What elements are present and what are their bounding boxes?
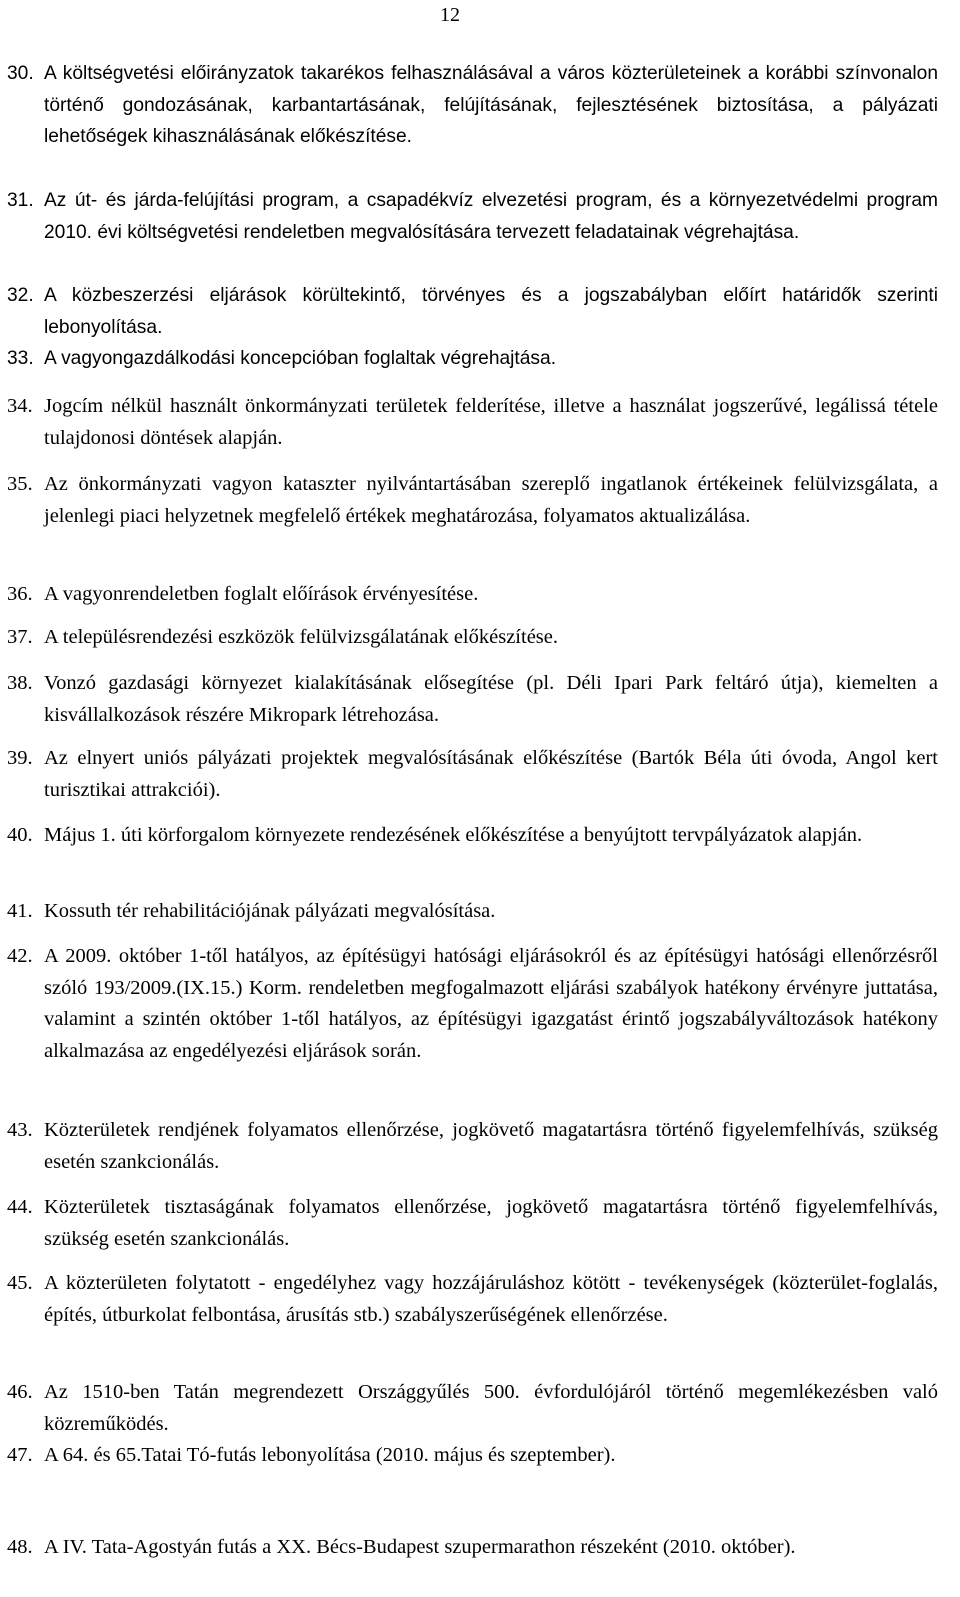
list-item-43 bbox=[7, 1115, 938, 1178]
item-number: 38. bbox=[7, 672, 33, 694]
list-item-40 bbox=[7, 820, 938, 852]
item-text: Május 1. úti körforgalom környezete rendezésének előkészítése a benyújtott tervpályázatok alapján. bbox=[44, 824, 863, 846]
list-item-47 bbox=[7, 1440, 938, 1472]
list-item-42 bbox=[7, 941, 938, 1067]
item-number: 43. bbox=[7, 1119, 33, 1141]
list-item-35 bbox=[7, 469, 938, 532]
item-text: Közterületek rendjének folyamatos ellenőrzése, jogkövető magatartásra történő figyelemfelhívás, szükség esetén szankcionálás. bbox=[44, 1119, 938, 1173]
list-item-37 bbox=[7, 622, 938, 654]
item-text: A vagyonrendeletben foglalt előírások érvényesítése. bbox=[44, 583, 479, 605]
item-text: A IV. Tata-Agostyán futás a XX. Bécs-Budapest szupermarathon részeként (2010. október). bbox=[44, 1536, 796, 1558]
item-text: A 2009. október 1-től hatályos, az építésügyi hatósági eljárásokról és az építésügyi hatósági ellenőrzésről szóló 193/2009.(IX.15.) Korm. rendeletben megfogalmazott eljárási szabályok hatékony érvényre juttatása, valamint a szintén október 1-től hatályos, az építésügyi igazgatást érintő jogszabályváltozások hatékony alkalmazása az engedélyezési eljárások során. bbox=[44, 945, 938, 1062]
list-item-44 bbox=[7, 1192, 938, 1255]
list-item-46 bbox=[7, 1377, 938, 1440]
page-number: 12 bbox=[440, 4, 460, 26]
item-number: 36. bbox=[7, 583, 33, 605]
list-item-48 bbox=[7, 1532, 938, 1564]
list-item-41 bbox=[7, 896, 938, 928]
item-text: Az 1510-ben Tatán megrendezett Országgyűlés 500. évfordulójáról történő megemlékezésben való közreműködés. bbox=[44, 1381, 938, 1435]
item-text: Közterületek tisztaságának folyamatos ellenőrzése, jogkövető magatartásra történő figyelemfelhívás, szükség esetén szankcionálás. bbox=[44, 1196, 938, 1250]
item-number: 30. bbox=[7, 63, 34, 84]
item-number: 47. bbox=[7, 1444, 33, 1466]
item-text: Az út- és járda-felújítási program, a csapadékvíz elvezetési program, és a környezetvédelmi program 2010. évi költségvetési rendeletben megvalósítására tervezett feladatainak végrehajtása. bbox=[44, 190, 938, 243]
item-number: 35. bbox=[7, 473, 33, 495]
item-number: 33. bbox=[7, 348, 34, 369]
list-item-39 bbox=[7, 743, 938, 806]
list-item-38 bbox=[7, 668, 938, 731]
list-item-34 bbox=[7, 391, 938, 454]
item-number: 31. bbox=[7, 190, 34, 211]
item-number: 48. bbox=[7, 1536, 33, 1558]
item-text: A 64. és 65.Tatai Tó-futás lebonyolítása (2010. május és szeptember). bbox=[44, 1444, 616, 1466]
item-text: Jogcím nélkül használt önkormányzati területek felderítése, illetve a használat jogszerűvé, legálissá tétele tulajdonosi döntések alapján. bbox=[44, 395, 938, 449]
item-number: 34. bbox=[7, 395, 33, 417]
item-text: A közbeszerzési eljárások körültekintő, törvényes és a jogszabályban előírt határidők szerinti lebonyolítása. bbox=[44, 285, 938, 338]
item-text: A településrendezési eszközök felülvizsgálatának előkészítése. bbox=[44, 626, 558, 648]
list-item-31 bbox=[7, 185, 938, 248]
item-number: 41. bbox=[7, 900, 33, 922]
list-item-45 bbox=[7, 1268, 938, 1331]
item-number: 42. bbox=[7, 945, 33, 967]
item-number: 32. bbox=[7, 285, 34, 306]
item-text: Vonzó gazdasági környezet kialakításának elősegítése (pl. Déli Ipari Park feltáró útja), kiemelten a kisvállalkozások részére Mikropark létrehozása. bbox=[44, 672, 938, 726]
item-text: A közterületen folytatott - engedélyhez vagy hozzájáruláshoz kötött - tevékenységek (közterület-foglalás, építés, útburkolat felbontása, árusítás stb.) szabályszerűségének ellenőrzése. bbox=[44, 1272, 938, 1326]
item-text: Az önkormányzati vagyon kataszter nyilvántartásában szereplő ingatlanok értékeinek felülvizsgálata, a jelenlegi piaci helyzetnek megfelelő értékek meghatározása, folyamatos aktualizálása. bbox=[44, 473, 938, 527]
item-number: 39. bbox=[7, 747, 33, 769]
item-number: 45. bbox=[7, 1272, 33, 1294]
item-text: Az elnyert uniós pályázati projektek megvalósításának előkészítése (Bartók Béla úti óvoda, Angol kert turisztikai attrakciói). bbox=[44, 747, 938, 801]
list-item-33 bbox=[7, 343, 938, 375]
item-number: 44. bbox=[7, 1196, 33, 1218]
item-number: 46. bbox=[7, 1381, 33, 1403]
list-item-36 bbox=[7, 579, 938, 611]
item-number: 40. bbox=[7, 824, 33, 846]
item-text: A vagyongazdálkodási koncepcióban foglaltak végrehajtása. bbox=[44, 348, 557, 369]
item-number: 37. bbox=[7, 626, 33, 648]
item-text: A költségvetési előirányzatok takarékos felhasználásával a város közterületeinek a korábbi színvonalon történő gondozásának, karbantartásának, felújításának, fejlesztésének biztosítása, a pályázati lehetőségek kihasználásának előkészítése. bbox=[44, 63, 938, 147]
list-item-32 bbox=[7, 280, 938, 343]
item-text: Kossuth tér rehabilitációjának pályázati megvalósítása. bbox=[44, 900, 496, 922]
list-item-30 bbox=[7, 58, 938, 153]
